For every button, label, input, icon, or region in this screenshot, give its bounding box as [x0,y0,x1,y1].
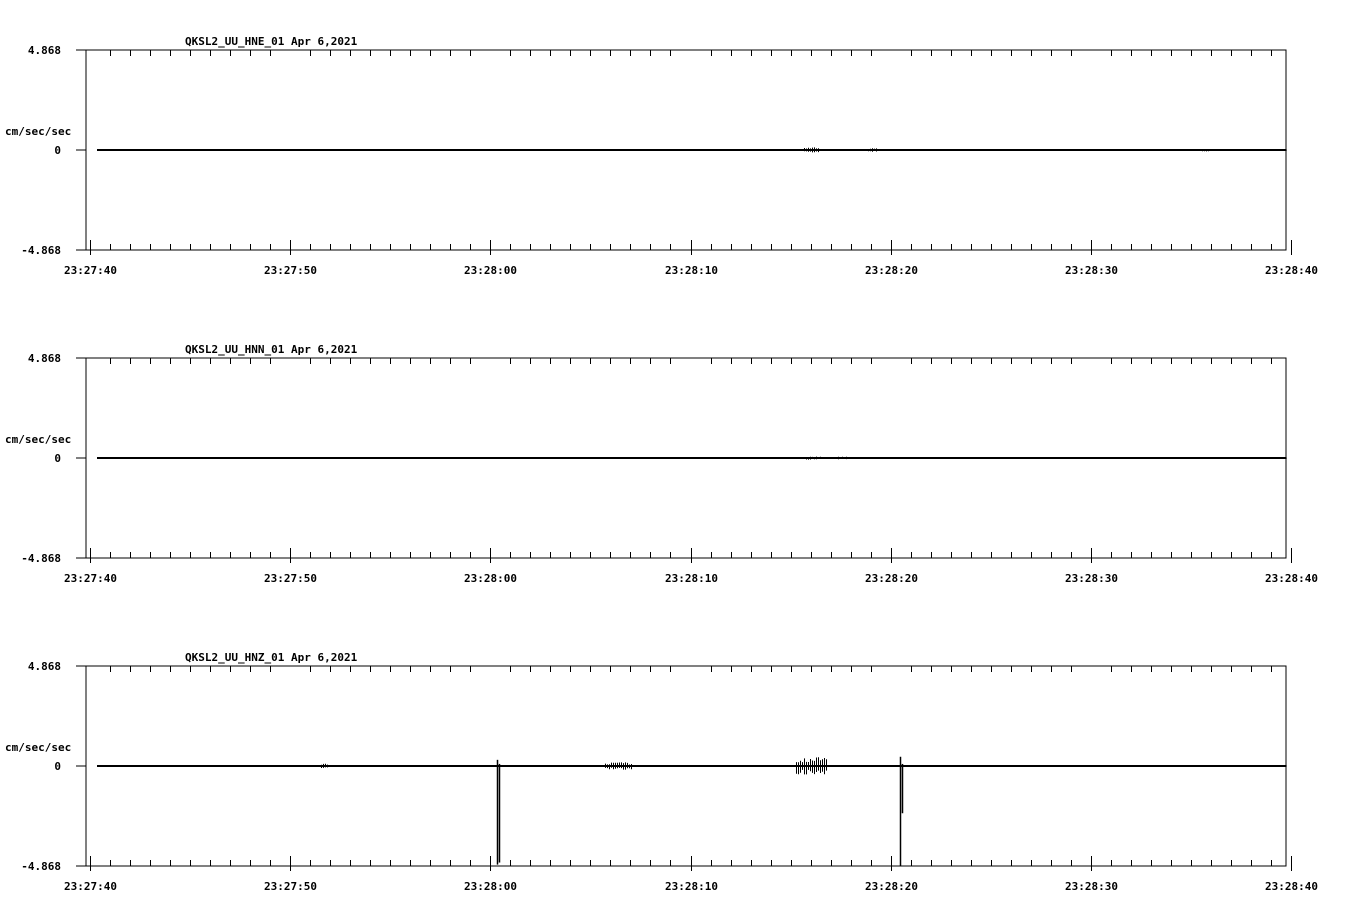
seismic-trace [98,147,1287,152]
y-tick-label: 4.868 [27,352,61,365]
y-axis-label: cm/sec/sec [5,741,72,754]
x-tick-label: 23:27:50 [264,572,317,585]
channel-panel-3 [5,651,1358,893]
x-tick-label: 23:28:30 [1065,264,1118,277]
x-tick-label: 23:27:40 [64,572,117,585]
y-tick-label: 0 [54,144,61,157]
x-tick-label: 23:28:00 [464,572,517,585]
y-tick-label: -4.868 [21,552,61,565]
x-tick-label: 23:27:50 [264,264,317,277]
x-tick-label: 23:28:40 [1265,264,1318,277]
y-axis-label: cm/sec/sec [5,125,72,138]
x-tick-label: 23:28:30 [1065,880,1118,893]
x-tick-label: 23:28:20 [865,572,918,585]
x-tick-label: 23:28:40 [1265,572,1318,585]
x-tick-label: 23:28:30 [1065,572,1118,585]
x-tick-label: 23:28:00 [464,264,517,277]
x-tick-label: 23:28:00 [464,880,517,893]
x-tick-label: 23:28:20 [865,880,918,893]
x-tick-label: 23:28:20 [865,264,918,277]
y-tick-label: -4.868 [21,244,61,257]
channel-panel-1 [5,35,1358,277]
x-tick-label: 23:28:10 [665,880,718,893]
channel-title: QKSL2_UU_HNN_01 Apr 6,2021 [185,343,358,356]
channel-panel-2 [5,343,1358,585]
x-tick-label: 23:28:10 [665,264,718,277]
y-tick-label: 0 [54,760,61,773]
channel-title: QKSL2_UU_HNE_01 Apr 6,2021 [185,35,358,48]
x-tick-label: 23:27:50 [264,880,317,893]
y-axis-label: cm/sec/sec [5,433,72,446]
y-tick-label: -4.868 [21,860,61,873]
y-tick-label: 4.868 [27,660,61,673]
y-tick-label: 0 [54,452,61,465]
x-tick-label: 23:27:40 [64,880,117,893]
y-tick-label: 4.868 [27,44,61,57]
x-tick-label: 23:28:40 [1265,880,1318,893]
seismic-trace [98,757,1287,774]
x-tick-label: 23:27:40 [64,264,117,277]
x-tick-label: 23:28:10 [665,572,718,585]
channel-title: QKSL2_UU_HNZ_01 Apr 6,2021 [185,651,358,664]
